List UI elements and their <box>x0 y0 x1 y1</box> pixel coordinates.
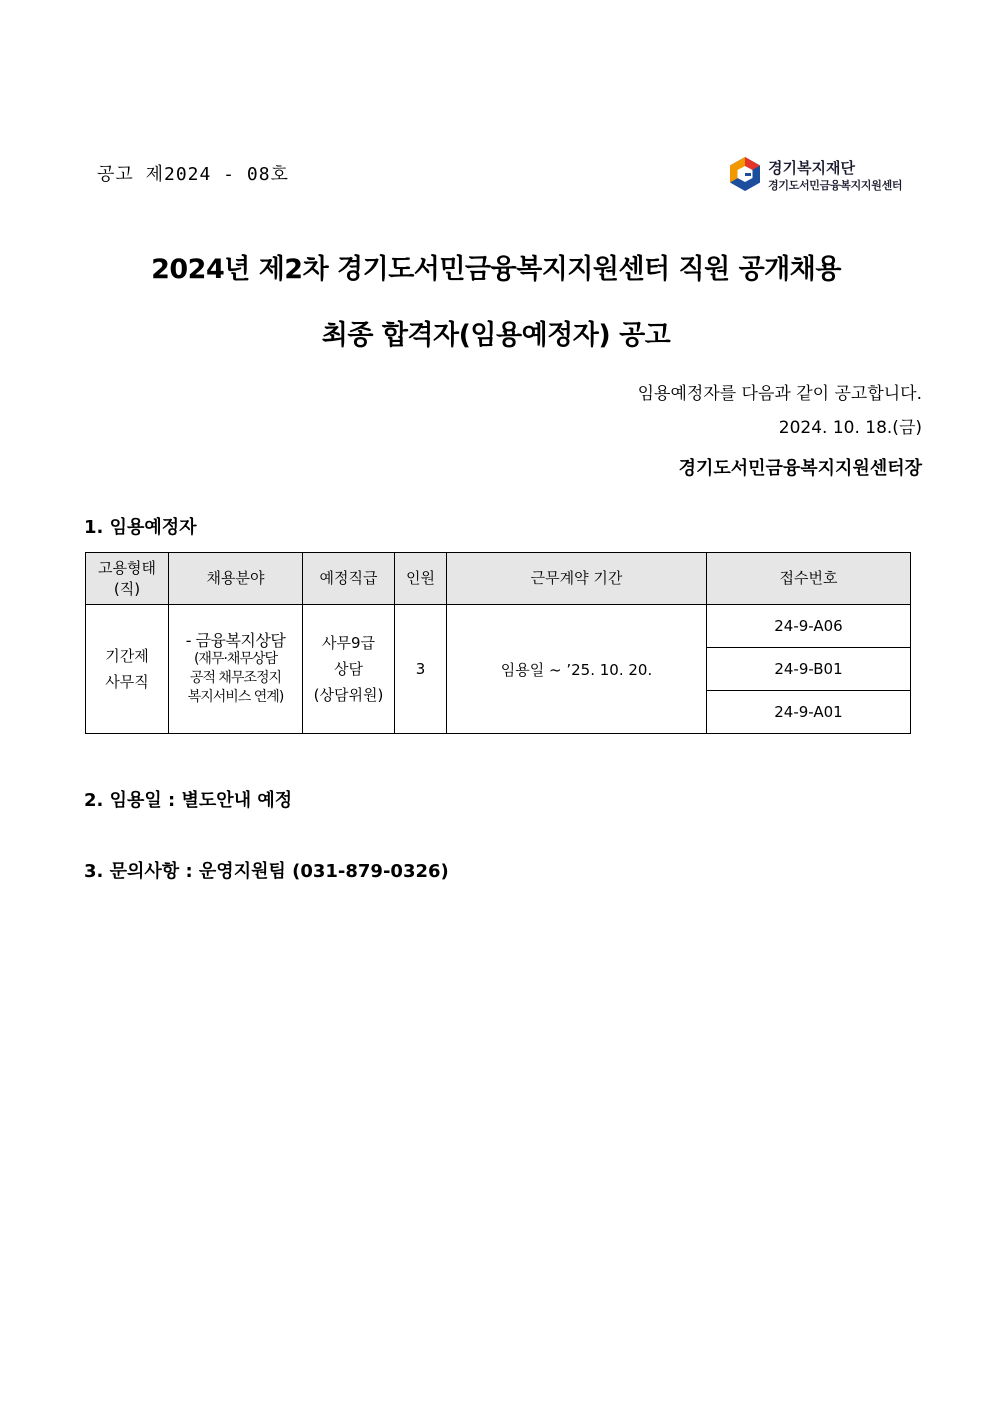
section-appointment-date: 2. 임용일 : 별도안내 예정 <box>84 790 293 811</box>
cell-period: 임용일 ~ ’25. 10. 20. <box>447 605 707 734</box>
grade-line1: 사무9급 <box>321 634 375 652</box>
type-line1: 기간제 <box>105 647 149 665</box>
header-period: 근무계약 기간 <box>447 553 707 605</box>
field-line4: 복지서비스 연계) <box>187 689 284 705</box>
logo-center-name: 경기도서민금융복지지원센터 <box>768 179 903 192</box>
logo-foundation-name: 경기복지재단 <box>768 159 855 177</box>
header-count: 인원 <box>395 553 447 605</box>
appointees-table <box>85 552 911 734</box>
header-type-line1: 고용형태 <box>98 558 156 577</box>
cell-receipt-1: 24-9-A06 <box>707 605 911 648</box>
notice-date: 2024. 10. 18.(금) <box>778 418 922 438</box>
header-receipt: 접수번호 <box>707 553 911 605</box>
foundation-logo-icon <box>728 156 762 192</box>
table-row <box>86 605 911 648</box>
cell-count: 3 <box>395 605 447 734</box>
header-field: 채용분야 <box>169 553 303 605</box>
grade-line2: 상담 <box>334 660 363 678</box>
page-title: 2024년 제2차 경기도서민금융복지지원센터 직원 공개채용 <box>151 254 841 285</box>
type-line2: 사무직 <box>105 673 149 691</box>
field-line2: (재무·채무상담 <box>193 651 278 667</box>
cell-receipt-2: 24-9-B01 <box>707 648 911 691</box>
field-line1: - 금융복지상담 <box>185 631 286 650</box>
grade-line3: (상담위원) <box>313 686 384 704</box>
notice-number: 공고 제2024 - 08호 <box>97 164 289 185</box>
header-employment-type <box>86 553 169 605</box>
cell-grade <box>303 605 395 734</box>
cell-receipt-3: 24-9-A01 <box>707 691 911 734</box>
intro-text: 임용예정자를 다음과 같이 공고합니다. <box>637 384 922 404</box>
page-subtitle: 최종 합격자(임용예정자) 공고 <box>321 320 671 351</box>
foundation-logo <box>728 154 928 194</box>
signature-org: 경기도서민금융복지지원센터장 <box>678 458 922 479</box>
section-heading-appointees: 1. 임용예정자 <box>84 517 197 538</box>
section-inquiry: 3. 문의사항 : 운영지원팀 (031-879-0326) <box>84 861 449 882</box>
table-header-row <box>86 553 911 605</box>
cell-employment-type <box>86 605 169 734</box>
cell-field <box>169 605 303 734</box>
header-grade: 예정직급 <box>303 553 395 605</box>
header-type-line2: (직) <box>113 579 141 598</box>
field-line3: 공적 채무조정지 <box>189 670 282 686</box>
